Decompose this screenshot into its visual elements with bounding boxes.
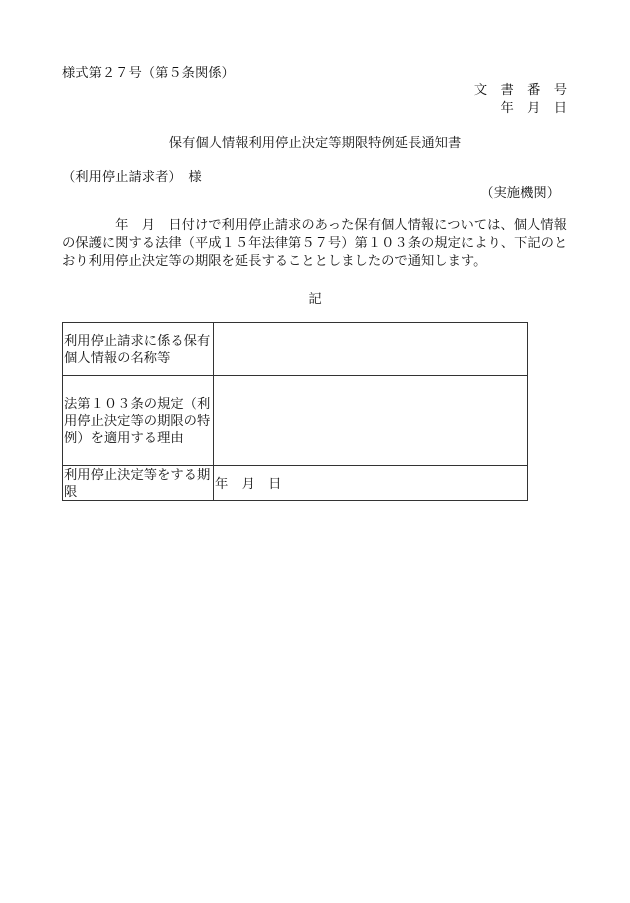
row-label-line: 法第１０３条の規定（利 (64, 396, 211, 411)
table-row-personal-info-name (63, 323, 528, 376)
row-value-deadline: 年 月 日 (214, 466, 528, 501)
details-table (62, 322, 528, 501)
notice-body (62, 216, 568, 270)
row-label-line: 例）を適用する理由 (64, 430, 184, 445)
row-value-personal-info-name (214, 323, 528, 376)
row-label-line: 用停止決定等の期限の特 (64, 413, 211, 428)
body-line: おり利用停止決定等の期限を延長することとしましたので通知します。 (62, 253, 487, 268)
table-row-reason (63, 376, 528, 466)
row-label-line: 個人情報の名称等 (64, 350, 171, 365)
row-value-reason (214, 376, 528, 466)
row-label-line: 利用停止請求に係る保有 (64, 333, 211, 348)
document-date-label: 年 月 日 (500, 100, 567, 115)
document-number-label: 文 書 番 号 (473, 82, 567, 97)
form-number: 様式第２７号（第５条関係） (62, 65, 235, 80)
ki-heading: 記 (308, 291, 322, 306)
body-line: の保護に関する法律（平成１５年法律第５７号）第１０３条の規定により、下記のと (62, 235, 568, 250)
body-line: 年 月 日付けで利用停止請求のあった保有個人情報については、個人情報 (62, 217, 567, 232)
row-label (63, 466, 214, 501)
recipient: （利用停止請求者） 様 (62, 169, 202, 184)
row-label (63, 323, 214, 376)
row-label-line: 限 (64, 484, 78, 499)
document-title: 保有個人情報利用停止決定等期限特例延長通知書 (168, 135, 462, 150)
row-label (63, 376, 214, 466)
issuing-agency: （実施機関） (480, 185, 560, 200)
row-label-line: 利用停止決定等をする期 (64, 467, 211, 482)
table-row-deadline (63, 466, 528, 501)
